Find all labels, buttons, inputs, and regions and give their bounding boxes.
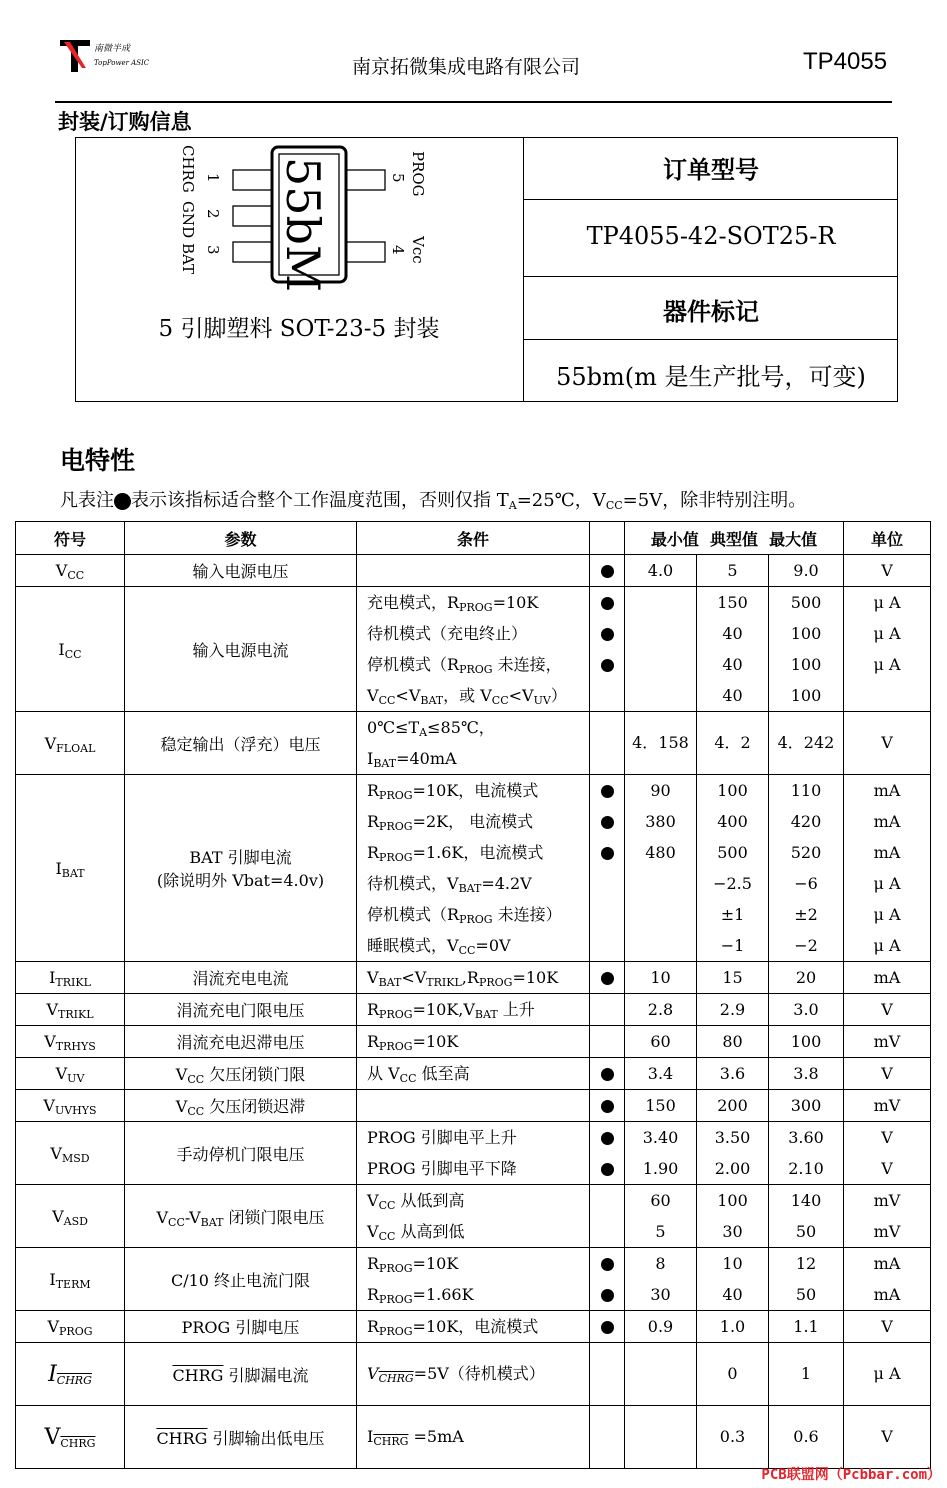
max-cell: 4．242 — [769, 712, 844, 775]
condition-cell: $R_{PROG}=10K,V_{BAT}$ 上升 — [357, 994, 590, 1026]
typ-cell: 4．2 — [697, 712, 769, 775]
bullet-icon — [601, 628, 614, 641]
condition-cell: $R_{PROG}=10K$ — [357, 1026, 590, 1058]
condition-cell: 充电模式，$R_{PROG}=10K$ 待机模式（充电终止） 停机模式（$R_{PROG}$ 未连接， $V_{CC}<V_{BAT}$，或 $V_{CC}<V_{UV}$） — [357, 587, 590, 712]
symbol-cell: $V_{TRHYS}$ — [16, 1026, 125, 1058]
bullet-icon — [601, 1258, 614, 1271]
dot-cell — [590, 712, 625, 775]
header-symbol: 符号 — [16, 522, 125, 555]
min-cell: 8 30 — [625, 1248, 697, 1311]
watermark: PCB联盟网（Pcbbar.com） — [761, 1467, 941, 1483]
unit-cell: V — [844, 994, 931, 1026]
param-cell: 稳定输出（浮充）电压 — [125, 712, 357, 775]
unit-cell: mV — [844, 1090, 931, 1122]
note-sub-cc: CC — [605, 499, 623, 512]
condition-cell: $V_{CHRG}=5V$（待机模式） — [357, 1343, 590, 1406]
order-value: TP4055-42-SOT25-R — [586, 222, 836, 250]
unit-cell: V — [844, 1406, 931, 1469]
package-section-title: 封装/订购信息 — [58, 110, 192, 134]
param-cell: CHRG 引脚漏电流 — [125, 1343, 357, 1406]
note-mid: 表示该指标适合整个工作温度范围，否则仅指 T — [131, 490, 509, 511]
min-cell — [625, 1406, 697, 1469]
condition-cell: PROG 引脚电平上升 PROG 引脚电平下降 — [357, 1122, 590, 1185]
dot-cell — [590, 1248, 625, 1311]
symbol-cell: $V_{FLOAL}$ — [16, 712, 125, 775]
unit-cell: μ A μ A μ A — [844, 587, 931, 712]
max-cell: 3.0 — [769, 994, 844, 1026]
table-row — [16, 1311, 931, 1343]
order-title: 订单型号 — [663, 156, 759, 184]
condition-cell: $R_{PROG}=10K$，电流模式 — [357, 1311, 590, 1343]
min-cell: 90 380 480 — [625, 775, 697, 962]
table-row — [16, 1248, 931, 1311]
symbol-cell: $V_{MSD}$ — [16, 1122, 125, 1185]
typ-cell: 100 400 500 −2.5 ±1 −1 — [697, 775, 769, 962]
part-number: TP4055 — [803, 48, 888, 75]
typ-cell: 200 — [697, 1090, 769, 1122]
typ-cell: 0 — [697, 1343, 769, 1406]
mark-title: 器件标记 — [663, 298, 759, 326]
note-pre: 凡表注 — [60, 490, 114, 511]
table-row — [16, 1343, 931, 1406]
bullet-icon — [601, 597, 614, 610]
symbol-cell: $I_{TERM}$ — [16, 1248, 125, 1311]
bullet-icon — [601, 847, 614, 860]
bullet-icon — [601, 1321, 614, 1334]
table-row — [16, 994, 931, 1026]
symbol-cell: $I_{TRIKL}$ — [16, 962, 125, 994]
pin-label-gnd: GND — [179, 201, 197, 239]
min-cell — [625, 1343, 697, 1406]
package-caption: 5 引脚塑料 SOT-23-5 封装 — [158, 316, 440, 342]
condition-cell: $R_{PROG}=10K$ $R_{PROG}=1.66K$ — [357, 1248, 590, 1311]
param-cell: $V_{CC}$ 欠压闭锁迟滞 — [125, 1090, 357, 1122]
spec-table — [15, 521, 931, 1469]
symbol-cell: $I_{BAT}$ — [16, 775, 125, 962]
unit-cell: V — [844, 1311, 931, 1343]
max-cell: 1.1 — [769, 1311, 844, 1343]
param-cell: BAT 引脚电流 (除说明外 Vbat=4.0v) — [125, 775, 357, 962]
param-cell: 手动停机门限电压 — [125, 1122, 357, 1185]
max-cell: 110 420 520 −6 ±2 −2 — [769, 775, 844, 962]
pin-num-2: 2 — [204, 209, 222, 219]
min-cell: 60 — [625, 1026, 697, 1058]
pin-num-1: 1 — [204, 173, 222, 183]
typ-cell: 1.0 — [697, 1311, 769, 1343]
min-cell: 0.9 — [625, 1311, 697, 1343]
header-rule — [55, 101, 892, 103]
header-unit: 单位 — [844, 522, 931, 555]
max-cell: 20 — [769, 962, 844, 994]
condition-cell: $V_{BAT}<V_{TRIKL},R_{PROG}=10K$ — [357, 962, 590, 994]
bullet-icon — [601, 816, 614, 829]
pin-label-bat: BAT — [179, 243, 197, 275]
max-cell: 3.60 2.10 — [769, 1122, 844, 1185]
dot-cell — [590, 1406, 625, 1469]
param-cell: PROG 引脚电压 — [125, 1311, 357, 1343]
unit-cell: mA mA — [844, 1248, 931, 1311]
symbol-cell: $V_{TRIKL}$ — [16, 994, 125, 1026]
min-cell: 10 — [625, 962, 697, 994]
symbol-cell: $V_{CC}$ — [16, 555, 125, 587]
unit-cell: V V — [844, 1122, 931, 1185]
dot-cell — [590, 587, 625, 712]
company-logo — [58, 38, 150, 78]
header-cond: 条件 — [357, 522, 590, 555]
note-sub-a: A — [508, 499, 517, 512]
symbol-cell: $V_{UVHYS}$ — [16, 1090, 125, 1122]
dot-cell — [590, 1058, 625, 1090]
unit-cell: mV — [844, 1026, 931, 1058]
max-cell: 0.6 — [769, 1406, 844, 1469]
param-cell: 涓流充电迟滞电压 — [125, 1026, 357, 1058]
table-row — [16, 1058, 931, 1090]
min-cell: 4．158 — [625, 712, 697, 775]
symbol-cell: $I_{CC}$ — [16, 587, 125, 712]
table-row — [16, 587, 931, 712]
typ-cell: 80 — [697, 1026, 769, 1058]
param-cell: 输入电源电压 — [125, 555, 357, 587]
max-cell: 100 — [769, 1026, 844, 1058]
typ-cell: 3.6 — [697, 1058, 769, 1090]
dot-cell — [590, 1090, 625, 1122]
min-cell: 60 5 — [625, 1185, 697, 1248]
unit-cell: V — [844, 1058, 931, 1090]
header-values: 最小值 典型值 最大值 — [625, 522, 844, 555]
condition-cell: $V_{CC}$ 从低到高 $V_{CC}$ 从高到低 — [357, 1185, 590, 1248]
logo-icon — [58, 38, 150, 78]
typ-cell: 2.9 — [697, 994, 769, 1026]
dot-cell — [590, 962, 625, 994]
note-mid2: =25℃，V — [516, 490, 606, 511]
pin-label-prog: PROG — [409, 151, 427, 197]
symbol-cell: $I_{CHRG}$ — [16, 1343, 125, 1406]
max-cell: 300 — [769, 1090, 844, 1122]
param-cell: $V_{CC}$ 欠压闭锁门限 — [125, 1058, 357, 1090]
condition-cell: $R_{PROG}=10K$，电流模式 $R_{PROG}=2K$， 电流模式 $R_{PROG}=1.6K$，电流模式 待机模式，$V_{BAT}=4.2V$ 停机模式（$R_{PROG}$ 未连接） 睡眠模式，$V_{CC}=0V$ — [357, 775, 590, 962]
dot-cell — [590, 1343, 625, 1406]
max-cell: 500 100 100 100 — [769, 587, 844, 712]
table-row — [16, 1122, 931, 1185]
typ-cell: 3.50 2.00 — [697, 1122, 769, 1185]
table-row — [16, 555, 931, 587]
min-cell: 2.8 — [625, 994, 697, 1026]
max-cell: 1 — [769, 1343, 844, 1406]
symbol-cell: $V_{PROG}$ — [16, 1311, 125, 1343]
bullet-icon — [601, 1068, 614, 1081]
param-cell: $V_{CC}-V_{BAT}$ 闭锁门限电压 — [125, 1185, 357, 1248]
unit-cell: μ A — [844, 1343, 931, 1406]
typ-cell: 100 30 — [697, 1185, 769, 1248]
pin-label-vcc: Vcc — [409, 236, 427, 264]
dot-cell — [590, 555, 625, 587]
pin-num-3: 3 — [204, 245, 222, 255]
param-cell: 输入电源电流 — [125, 587, 357, 712]
mark-value: 55bm(m 是生产批号，可变) — [556, 363, 866, 391]
dot-cell — [590, 1311, 625, 1343]
min-cell: 3.40 1.90 — [625, 1122, 697, 1185]
logo-cn: 南微半成 — [94, 44, 131, 54]
dot-cell — [590, 775, 625, 962]
header-dot — [590, 522, 625, 555]
bullet-icon — [601, 565, 614, 578]
note-end: =5V，除非特别注明。 — [622, 490, 807, 511]
unit-cell: mV mV — [844, 1185, 931, 1248]
typ-cell: 10 40 — [697, 1248, 769, 1311]
min-cell — [625, 587, 697, 712]
elec-note — [60, 486, 806, 512]
company-name: 南京拓微集成电路有限公司 — [352, 56, 581, 78]
bullet-icon — [601, 972, 614, 985]
table-row — [16, 712, 931, 775]
pin-num-4: 4 — [389, 245, 407, 255]
param-cell: C/10 终止电流门限 — [125, 1248, 357, 1311]
dot-cell — [590, 994, 625, 1026]
header-param: 参数 — [125, 522, 357, 555]
symbol-cell: $V_{CHRG}$ — [16, 1406, 125, 1469]
condition-cell — [357, 1090, 590, 1122]
table-row — [16, 1026, 931, 1058]
bullet-icon — [114, 493, 131, 510]
unit-cell: V — [844, 555, 931, 587]
condition-cell — [357, 555, 590, 587]
chip-marking: 55bM — [276, 157, 330, 293]
condition-cell: $0℃\le T_A\le 85℃$， $I_{BAT}=40mA$ — [357, 712, 590, 775]
unit-cell: mA mA mA μ A μ A μ A — [844, 775, 931, 962]
table-row — [16, 775, 931, 962]
unit-cell: mA — [844, 962, 931, 994]
param-cell: CHRG 引脚输出低电压 — [125, 1406, 357, 1469]
bullet-icon — [601, 1163, 614, 1176]
bullet-icon — [601, 785, 614, 798]
condition-cell: 从 $V_{CC}$ 低至高 — [357, 1058, 590, 1090]
max-cell: 12 50 — [769, 1248, 844, 1311]
unit-cell: V — [844, 712, 931, 775]
param-cell: 涓流充电电流 — [125, 962, 357, 994]
table-row — [16, 1090, 931, 1122]
package-row-line — [524, 199, 898, 200]
package-row-line — [524, 276, 898, 277]
table-row — [16, 1406, 931, 1469]
dot-cell — [590, 1122, 625, 1185]
dot-cell — [590, 1026, 625, 1058]
condition-cell: $I_{CHRG} =5mA$ — [357, 1406, 590, 1469]
max-cell: 9.0 — [769, 555, 844, 587]
typ-cell: 15 — [697, 962, 769, 994]
symbol-cell: $V_{UV}$ — [16, 1058, 125, 1090]
min-cell: 3.4 — [625, 1058, 697, 1090]
logo-en: TopPower ASIC — [94, 59, 150, 67]
min-cell: 4.0 — [625, 555, 697, 587]
max-cell: 140 50 — [769, 1185, 844, 1248]
elec-title: 电特性 — [60, 446, 136, 475]
chip-diagram — [175, 143, 440, 293]
symbol-cell: $V_{ASD}$ — [16, 1185, 125, 1248]
max-cell: 3.8 — [769, 1058, 844, 1090]
pin-label-chrg: CHRG — [179, 145, 197, 193]
min-cell: 150 — [625, 1090, 697, 1122]
typ-cell: 0.3 — [697, 1406, 769, 1469]
table-row — [16, 1185, 931, 1248]
bullet-icon — [601, 1132, 614, 1145]
dot-cell — [590, 1185, 625, 1248]
bullet-icon — [601, 659, 614, 672]
pin-num-5: 5 — [389, 173, 407, 183]
typ-cell: 150 40 40 40 — [697, 587, 769, 712]
table-header-row — [16, 522, 931, 555]
bullet-icon — [601, 1289, 614, 1302]
table-row — [16, 962, 931, 994]
bullet-icon — [601, 1100, 614, 1113]
param-cell: 涓流充电门限电压 — [125, 994, 357, 1026]
package-row-line — [524, 339, 898, 340]
typ-cell: 5 — [697, 555, 769, 587]
